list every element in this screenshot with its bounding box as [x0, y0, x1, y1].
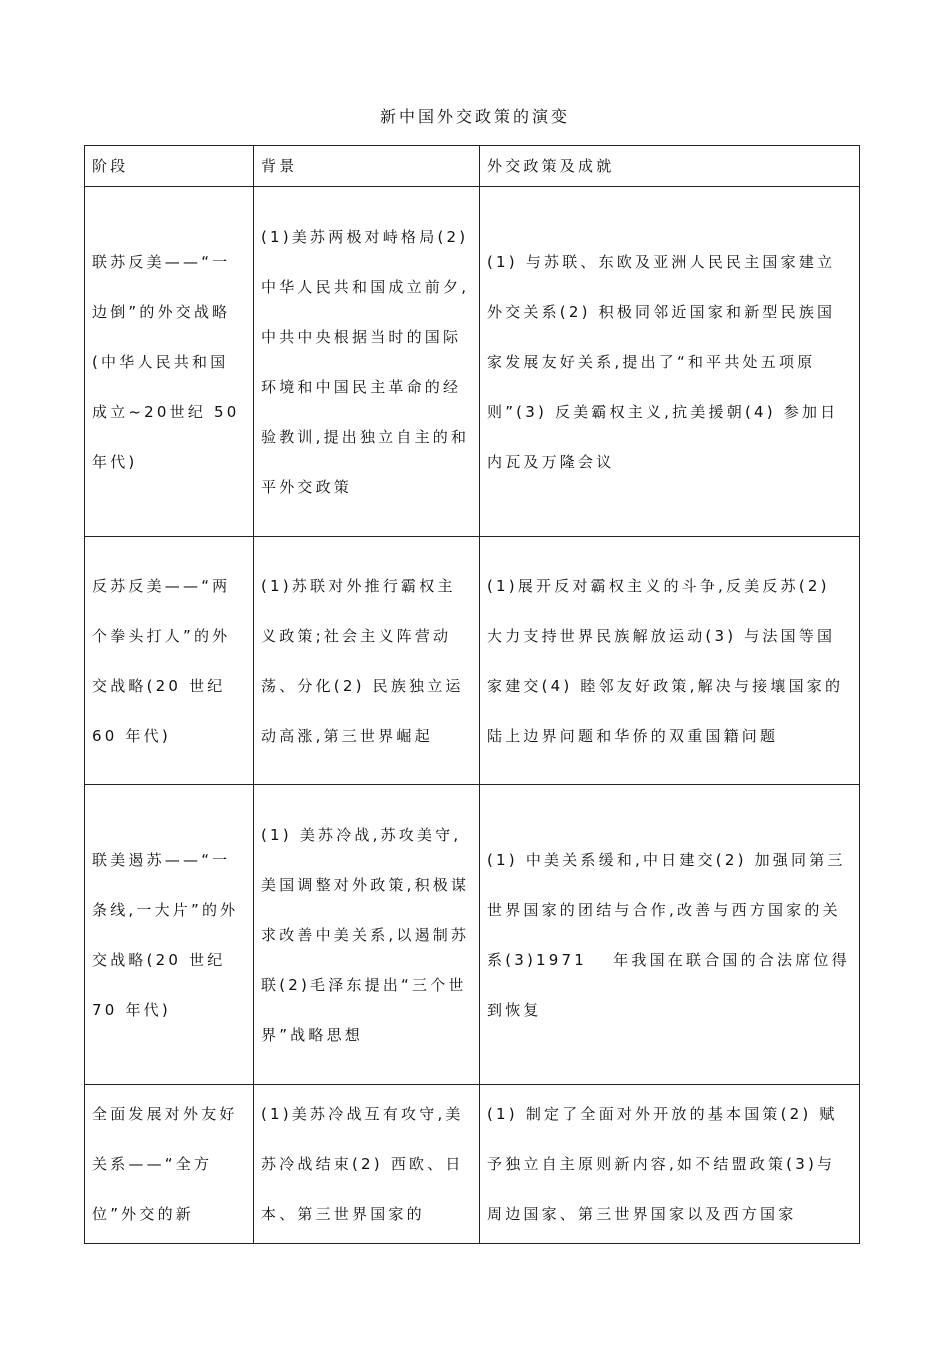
stage-cell: 反苏反美——“两个拳头打人”的外交战略(20 世纪 60 年代) — [85, 537, 254, 785]
header-stage: 阶段 — [85, 146, 254, 187]
stage-cell: 联美遏苏——“一条线,一大片”的外交战略(20 世纪 70 年代) — [85, 785, 254, 1085]
table-row — [85, 537, 860, 785]
policy-cell: (1)展开反对霸权主义的斗争,反美反苏(2) 大力支持世界民族解放运动(3) 与法国等国家建交(4) 睦邻友好政策,解决与接壤国家的陆上边界问题和华侨的双重国籍问题 — [480, 537, 860, 785]
document-title: 新中国外交政策的演变 — [379, 107, 570, 126]
stage-cell: 全面发展对外友好关系——“全方位”外交的新 — [85, 1085, 254, 1244]
table-row — [85, 1085, 860, 1244]
background-cell: (1)美苏两极对峙格局(2)中华人民共和国成立前夕,中共中央根据当时的国际环境和中国民主革命的经验教训,提出独立自主的和平外交政策 — [254, 187, 480, 537]
background-cell: (1)苏联对外推行霸权主义政策;社会主义阵营动荡、分化(2) 民族独立运动高涨,第三世界崛起 — [254, 537, 480, 785]
background-cell: (1)美苏冷战互有攻守,美苏冷战结束(2) 西欧、日本、第三世界国家的 — [254, 1085, 480, 1244]
table-header-row — [85, 146, 860, 187]
table-row — [85, 785, 860, 1085]
policy-cell: (1) 制定了全面对外开放的基本国策(2) 赋予独立自主原则新内容,如不结盟政策(3)与周边国家、第三世界国家以及西方国家 — [480, 1085, 860, 1244]
policy-cell: (1) 与苏联、东欧及亚洲人民民主国家建立外交关系(2) 积极同邻近国家和新型民族国家发展友好关系,提出了“和平共处五项原则”(3) 反美霸权主义,抗美援朝(4) 参加日内瓦及万隆会议 — [480, 187, 860, 537]
header-policy: 外交政策及成就 — [480, 146, 860, 187]
background-cell: (1) 美苏冷战,苏攻美守,美国调整对外政策,积极谋求改善中美关系,以遏制苏联(2)毛泽东提出“三个世界”战略思想 — [254, 785, 480, 1085]
stage-cell: 联苏反美——“一边倒”的外交战略(中华人民共和国成立~20世纪 50 年代) — [85, 187, 254, 537]
header-background: 背景 — [254, 146, 480, 187]
table-row — [85, 187, 860, 537]
policy-cell: (1) 中美关系缓和,中日建交(2) 加强同第三世界国家的团结与合作,改善与西方国家的关系(3)1971 年我国在联合国的合法席位得到恢复 — [480, 785, 860, 1085]
policy-table — [84, 145, 860, 1244]
